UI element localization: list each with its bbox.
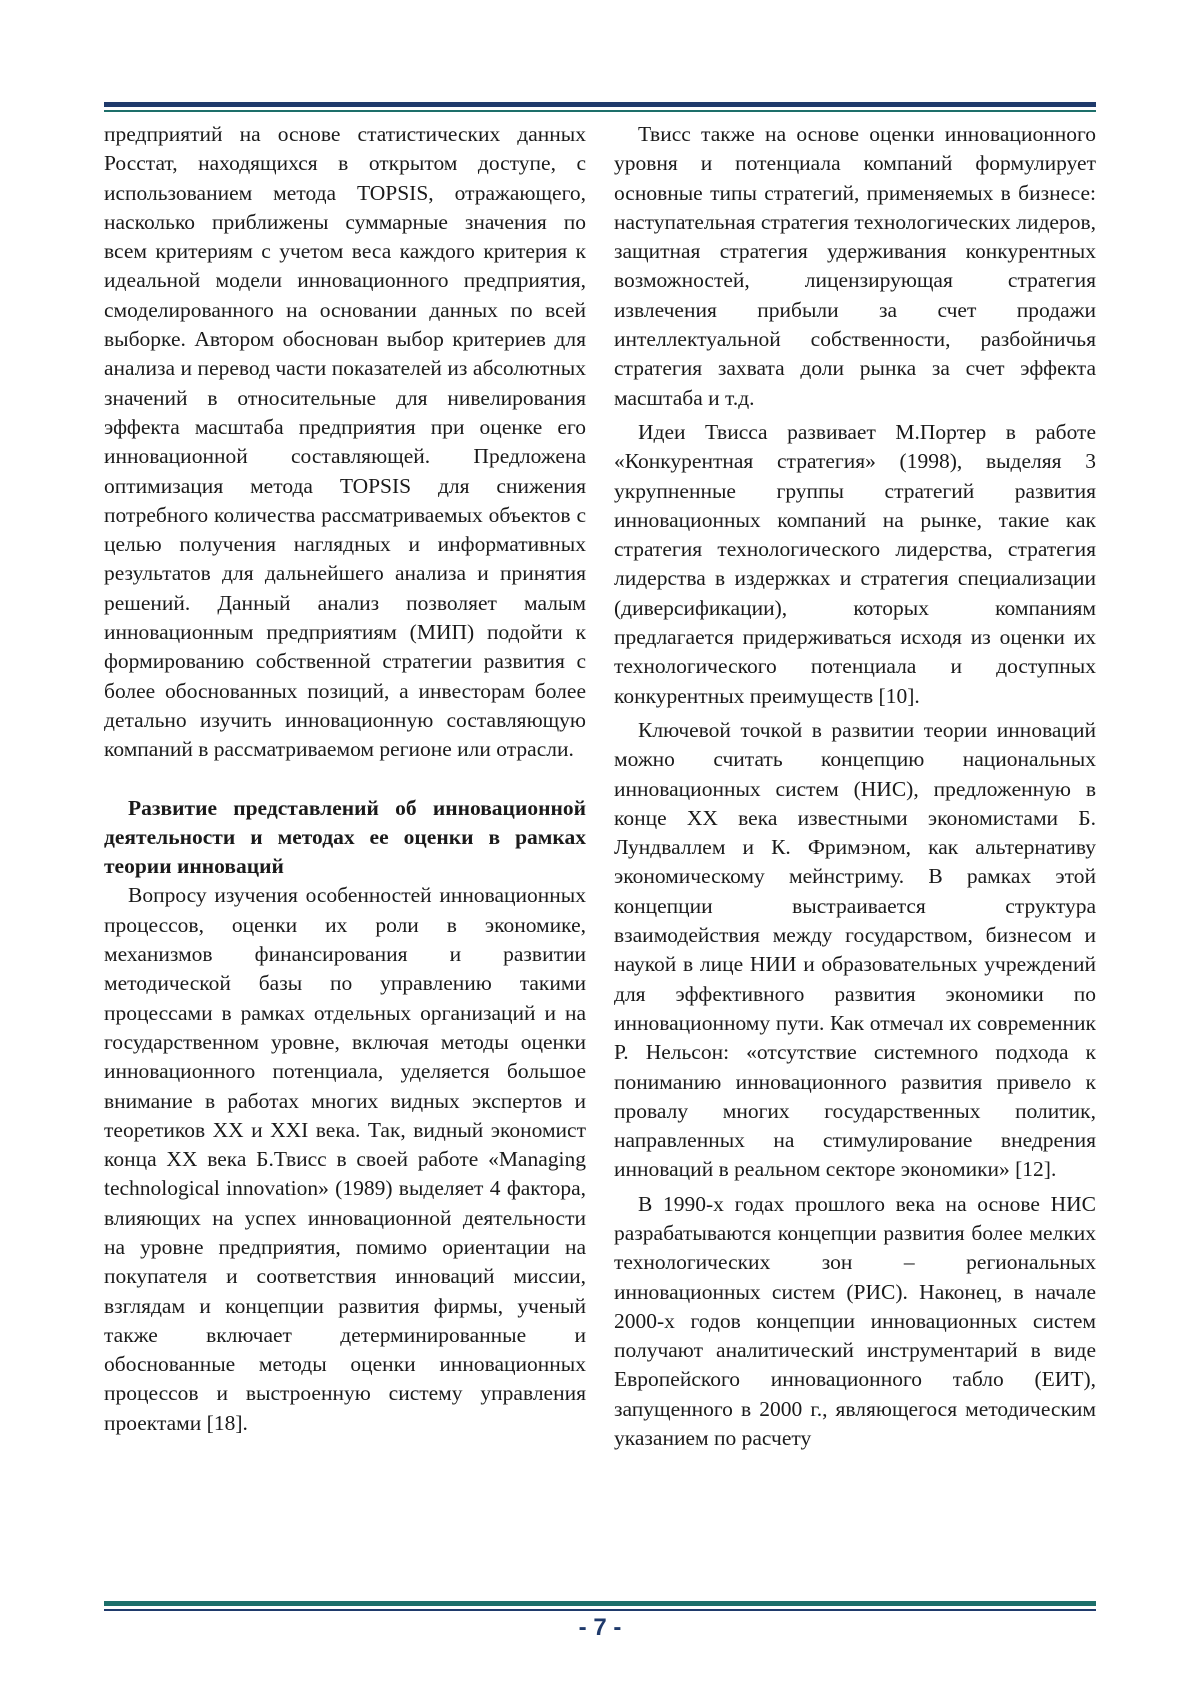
- section-heading: Развитие представлений об инновационной деятельности и методах ее оценки в рамках теории инноваций: [104, 795, 586, 879]
- right-paragraph-2: Идеи Твисса развивает М.Портер в работе «Конкурентная стратегия» (1998), выделяя 3 укрупненные группы стратегий развития инновационных компаний на рынке, такие как стратегия технологического лидерства, стратегия лидерства в издержках и стратегия специализации (диверсификации), которых компаниям предлагается придерживаться исходя из оценки их технологического потенциала и доступных конкурентных преимуществ [10].: [614, 419, 1096, 708]
- page-number: - 7 -: [578, 1614, 622, 1641]
- footer-rule-thick: [104, 1601, 1096, 1606]
- section-spacer: [104, 765, 586, 794]
- right-paragraph-3: Ключевой точкой в развитии теории инноваций можно считать концепцию национальных инновационных систем (НИС), предложенную в конце XX века известными экономистами Б. Лундваллем и К. Фримэном, как альтернативу экономическому мейнстриму. В рамках этой концепции выстраивается структура взаимодействия между государством, бизнесом и наукой в лице НИИ и образовательных учреждений для эффективного развития экономики по инновационному пути. Как отмечал их современник Р. Нельсон: «отсутствие системного подхода к пониманию инновационного развития привело к провалу многих государственных политик, направленных на стимулирование внедрения инноваций в реальном секторе экономики» [12].: [614, 717, 1096, 1182]
- header-rule-thin: [104, 110, 1096, 112]
- right-paragraph-4: В 1990-х годах прошлого века на основе НИС разрабатываются концепции развития более мелких технологических зон – региональных инновационных систем (РИС). Наконец, в начале 2000-х годов концепции инновационных систем получают аналитический инструментарий в виде Европейского инновационного табло (ЕИТ), запущенного в 2000 г., являющегося методическим указанием по расчету: [614, 1191, 1096, 1451]
- left-paragraph-2: Вопросу изучения особенностей инновационных процессов, оценки их роли в экономике, механизмов финансирования и развитии методической базы по управлению такими процессами в рамках отдельных организаций и на государственном уровне, включая методы оценки инновационного потенциала, уделяется большое внимание в работах многих видных экспертов и теоретиков XX и XXI века. Так, видный экономист конца XX века Б.Твисс в своей работе «Managing technological innovation» (1989) выделяет 4 фактора, влияющих на успех инновационной деятельности на уровне предприятия, помимо ориентации на покупателя и соответствия инноваций миссии, взглядам и концепции развития фирмы, ученый также включает детерминированные и обоснованные методы оценки инновационных процессов и выстроенную систему управления проектами [18].: [104, 883, 586, 1435]
- right-column: [614, 120, 1096, 1453]
- right-paragraph-1: Твисс также на основе оценки инновационного уровня и потенциала компаний формулирует основные типы стратегий, применяемых в бизнесе: наступательная стратегия технологических лидеров, защитная стратегия удерживания конкурентных возможностей, лицензирующая стратегия извлечения прибыли за счет продажи интеллектуальной собственности, разбойничья стратегия захвата доли рынка за счет эффекта масштаба и т.д.: [614, 122, 1096, 410]
- footer-rule-thin: [104, 1609, 1096, 1611]
- left-column: [104, 120, 586, 1438]
- header-rule-thick: [104, 102, 1096, 107]
- left-paragraph-1: предприятий на основе статистических данных Росстат, находящихся в открытом доступе, с использованием метода TOPSIS, отражающего, насколько приближены суммарные значения по всем критериям с учетом веса каждого критерия к идеальной модели инновационного предприятия, смоделированного на основании данных по всей выборке. Автором обоснован выбор критериев для анализа и перевод части показателей из абсолютных значений в относительные для нивелирования эффекта масштаба предприятия при оценке его инновационной составляющей. Предложена оптимизация метода TOPSIS для снижения потребного количества рассматриваемых объектов с целью получения наглядных и информативных результатов для дальнейшего анализа и принятия решений. Данный анализ позволяет малым инновационным предприятиям (МИП) подойти к формированию собственной стратегии развития с более обоснованных позиций, а инвесторам более детально изучить инновационную составляющую компаний в рассматриваемом регионе или отрасли.: [104, 122, 586, 762]
